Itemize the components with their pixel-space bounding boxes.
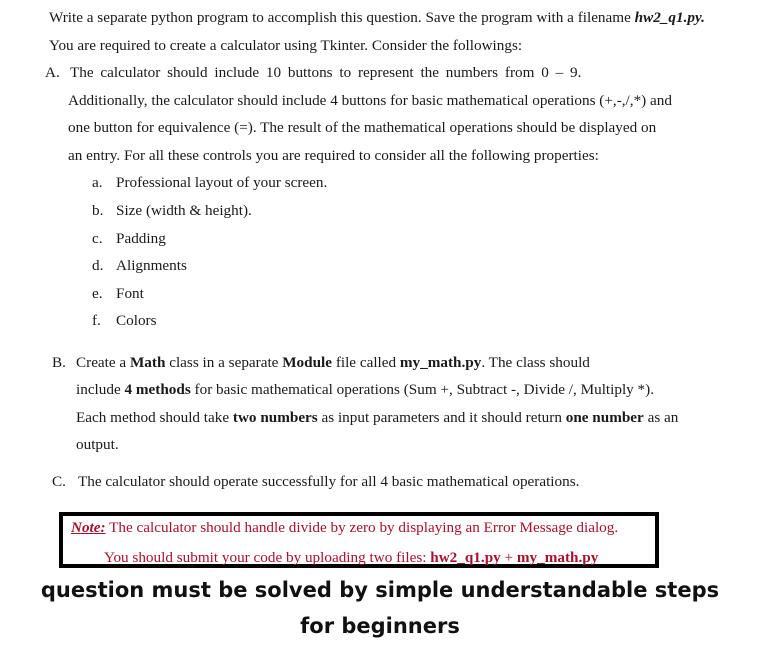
section-c-line: The calculator should operate successfully for all 4 basic mathematical operations. [78, 473, 580, 490]
filename-hw2-q1: hw2_q1.py. [634, 9, 705, 26]
section-a-line-4: an entry. For all these controls you are required to consider all the following properties: [68, 147, 599, 164]
module-word: Module [282, 354, 333, 371]
list-item-marker: e. [92, 285, 103, 302]
list-item-marker: f. [92, 312, 101, 329]
list-item-colors: Colors [116, 312, 157, 329]
footer-line-2: for beginners [300, 614, 460, 638]
note-line-1: Note: The calculator should handle divide by zero by displaying an Error Message dialog. [71, 519, 619, 536]
section-a-line-2: Additionally, the calculator should include 4 buttons for basic mathematical operations (+,-,/,*) and [68, 92, 672, 109]
one-number: one number [565, 409, 644, 426]
note-label: Note: [71, 519, 106, 536]
section-b-marker: B. [52, 354, 66, 371]
note-line-2: You should submit your code by uploading two files: hw2_q1.py + my_math.py [104, 549, 599, 566]
section-a-marker: A. [45, 64, 60, 81]
four-methods: 4 methods [124, 381, 191, 398]
section-b-line-1: Create a Math class in a separate Module file called my_math.py. The class should [76, 354, 590, 371]
footer-line-1: question must be solved by simple understandable steps [40, 578, 720, 602]
math-class-name: Math [129, 354, 166, 371]
submit-file-hw2-q1: hw2_q1.py [430, 549, 501, 566]
section-a-line-1: The calculator should include 10 buttons to represent the numbers from 0 – 9. [70, 64, 582, 81]
list-item-padding: Padding [116, 230, 166, 247]
section-b-line-2: include 4 methods for basic mathematical operations (Sum +, Subtract -, Divide /, Multiply *). [76, 381, 654, 398]
intro-line-1: Write a separate python program to accomplish this question. Save the program with a filename hw2_q1.py. [49, 9, 705, 26]
list-item-marker: a. [92, 174, 103, 191]
intro-line-2: You are required to create a calculator using Tkinter. Consider the followings: [49, 37, 523, 54]
list-item-alignments: Alignments [116, 257, 187, 274]
module-filename: my_math.py [399, 354, 482, 371]
list-item-font: Font [116, 285, 144, 302]
submit-file-my-math: my_math.py [516, 549, 599, 566]
list-item-layout: Professional layout of your screen. [116, 174, 328, 191]
section-c-marker: C. [52, 473, 66, 490]
section-b-line-3: Each method should take two numbers as input parameters and it should return one number as an [76, 409, 679, 426]
list-item-marker: c. [92, 230, 103, 247]
list-item-marker: b. [92, 202, 104, 219]
list-item-size: Size (width & height). [116, 202, 252, 219]
list-item-marker: d. [92, 257, 104, 274]
section-b-line-4: output. [76, 436, 119, 453]
section-a-line-3: one button for equivalence (=). The result of the mathematical operations should be displayed on [68, 119, 657, 136]
two-numbers: two numbers [232, 409, 318, 426]
